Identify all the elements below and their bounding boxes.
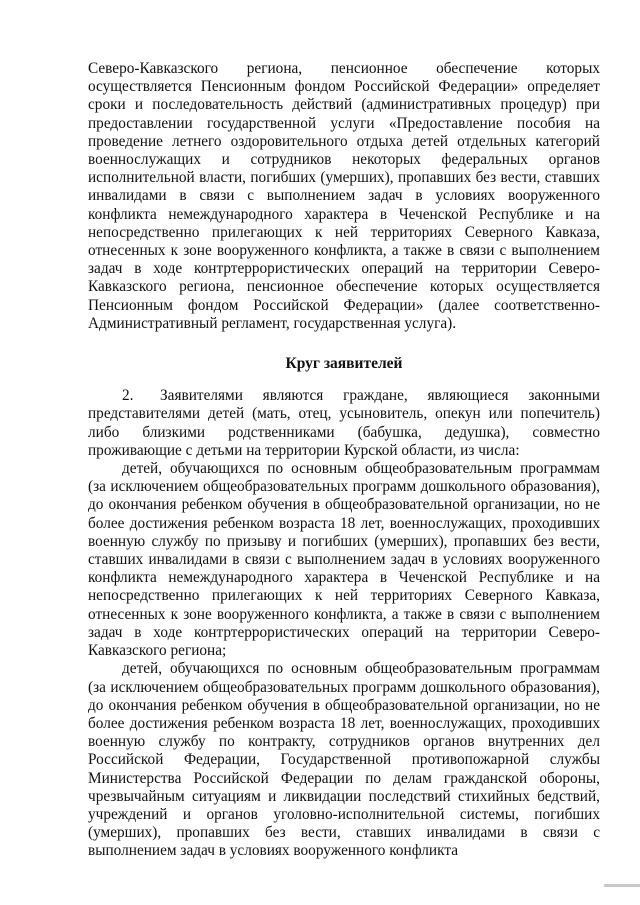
section-heading: Круг заявителей	[285, 355, 403, 373]
scan-edge-mark	[604, 884, 640, 887]
item-number: 2.	[122, 387, 134, 405]
document-page	[88, 60, 600, 861]
sub-item-paragraph-2: детей, обучающихся по основным общеобразовательным программам (за исключением общеобразовательных программ дошкольного образования), до окончания ребенком обучения в общеобразовательной организации, но не более достижения ребенком возраста 18 лет, военнослужащих, проходивших военную службу по контракту, сотрудников органов внутренних дел Российской Федерации, Государственной противопожарной службы Министерства Российской Федерации по делам гражданской обороны, чрезвычайным ситуациям и ликвидации последствий стихийных бедствий, учреждений и органов уголовно-исполнительной системы, погибших (умерших), пропавших без вести, ставших инвалидами в связи с выполнением задач в условиях вооруженного конфликта	[88, 660, 600, 860]
item-2-text: Заявителями являются граждане, являющиеся законными представителями детей (мать, отец, усыновитель, опекун или попечитель) либо близкими родственниками (бабушка, дедушка), совместно проживающие с детьми на территории Курской области, из числа:	[88, 387, 600, 459]
intro-paragraph: Северо-Кавказского региона, пенсионное обеспечение которых осуществляется Пенсионным фондом Российской Федерации» определяет сроки и последовательность действий (административных процедур) при предоставлении государственной услуги «Предоставление пособия на проведение летнего оздоровительного отдыха детей отдельных категорий военнослужащих и сотрудников некоторых федеральных органов исполнительной власти, погибших (умерших), пропавших без вести, ставших инвалидами в связи с выполнением задач в условиях вооруженного конфликта немеждународного характера в Чеченской Республике и на непосредственно прилегающих к ней территориях Северного Кавказа, отнесенных к зоне вооруженного конфликта, а также в связи с выполнением задач в ходе контртеррористических операций на территории Северо-Кавказского региона, пенсионное обеспечение которых осуществляется Пенсионным фондом Российской Федерации» (далее соответственно- Административный регламент, государственная услуга).	[88, 60, 600, 332]
item-2-paragraph	[88, 387, 600, 460]
sub-item-paragraph-1: детей, обучающихся по основным общеобразовательным программам (за исключением общеобразовательных программ дошкольного образования), до окончания ребенком обучения в общеобразовательной организации, но не более достижения ребенком возраста 18 лет, военнослужащих, проходивших военную службу по призыву и погибших (умерших), пропавших без вести, ставших инвалидами в связи с выполнением задач в условиях вооруженного конфликта немеждународного характера в Чеченской Республике и на непосредственно прилегающих к ней территориях Северного Кавказа, отнесенных к зоне вооруженного конфликта, а также в связи с выполнением задач в ходе контртеррористических операций на территории Северо-Кавказского региона;	[88, 460, 600, 660]
